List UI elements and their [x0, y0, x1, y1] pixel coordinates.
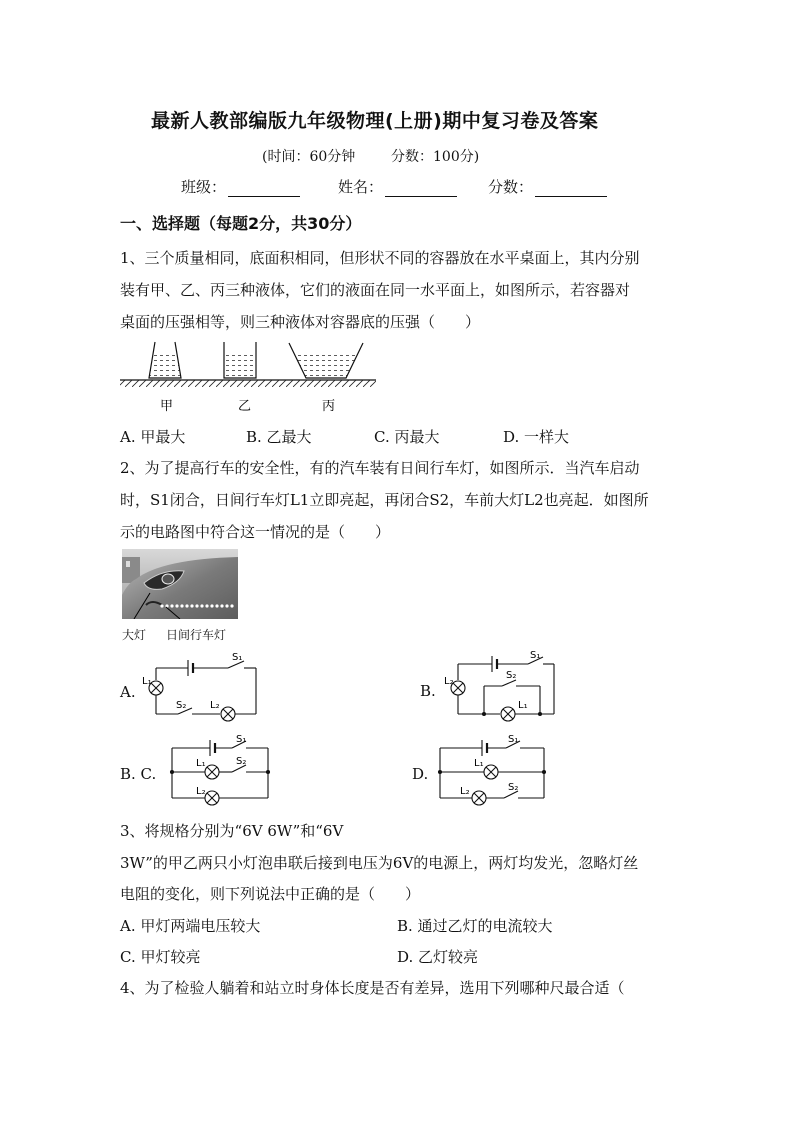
q2-line-3: 示的电路图中符合这一情况的是（ ）	[120, 523, 391, 541]
q1-option-a[interactable]: A. 甲最大	[120, 428, 186, 446]
circuit-d-l2: L₂	[460, 786, 470, 797]
circuit-a-s1: S₁	[232, 652, 243, 663]
q3-option-a[interactable]: A. 甲灯两端电压较大	[120, 917, 261, 935]
photo-label-daytime-light: 日间行车灯	[166, 628, 227, 642]
q1-line-2: 装有甲、乙、丙三种液体，它们的液面在同一水平面上，如图所示，若容器对	[120, 281, 631, 299]
name-blank[interactable]	[385, 182, 457, 197]
circuit-b-l1: L₁	[518, 700, 528, 711]
circuit-c-l1: L₁	[196, 758, 206, 769]
circuit-c-s1: S₁	[236, 734, 247, 745]
circuit-c-s2: S₂	[236, 756, 247, 767]
circuit-a-s2: S₂	[176, 700, 187, 711]
q2-option-c-label[interactable]: B. C.	[120, 765, 157, 783]
q1-line-3: 桌面的压强相等，则三种液体对容器底的压强（ ）	[120, 313, 481, 331]
figure-label-yi: 乙	[238, 399, 252, 414]
q3-line-2: 3W”的甲乙两只小灯泡串联后接到电压为6V的电源上，两灯均发光，忽略灯丝	[120, 854, 639, 872]
q2-option-a-label[interactable]: A.	[120, 683, 136, 701]
q2-line-1: 2、为了提高行车的安全性，有的汽车装有日间行车灯，如图所示．当汽车启动	[120, 459, 640, 477]
class-blank[interactable]	[228, 182, 300, 197]
q1-line-1: 1、三个质量相同，底面积相同，但形状不同的容器放在水平桌面上，其内分别	[120, 249, 640, 267]
circuit-b[interactable]	[440, 650, 560, 725]
q4-line-1: 4、为了检验人躺着和站立时身体长度是否有差异，选用下列哪种尺最合适（	[120, 979, 625, 997]
circuit-a[interactable]	[140, 650, 265, 725]
q2-option-b-label[interactable]: B.	[420, 682, 436, 700]
q3-option-b[interactable]: B. 通过乙灯的电流较大	[397, 917, 553, 935]
circuit-a-l1: L₁	[142, 676, 152, 687]
q3-option-d[interactable]: D. 乙灯较亮	[397, 948, 479, 966]
table-hatch	[120, 380, 376, 387]
circuit-d-s2: S₂	[508, 782, 519, 793]
name-field	[338, 176, 457, 197]
q3-line-1: 3、将规格分别为“6V 6W”和“6V	[120, 822, 344, 840]
circuit-b-s1: S₁	[530, 650, 541, 661]
container-bing-liquid	[293, 352, 359, 378]
name-label: 姓名：	[338, 178, 384, 196]
page-title: 最新人教部编版九年级物理(上册)期中复习卷及答案	[151, 110, 599, 132]
circuit-b-s2: S₂	[506, 670, 517, 681]
circuit-c-l2: L₂	[196, 786, 206, 797]
figure-label-bing: 丙	[322, 399, 336, 414]
score-field	[488, 176, 607, 197]
score-blank[interactable]	[535, 182, 607, 197]
q3-option-c[interactable]: C. 甲灯较亮	[120, 948, 201, 966]
car-headlight-photo	[122, 549, 238, 625]
exam-score: 分数：100分)	[391, 149, 480, 165]
section-heading: 一、选择题（每题2分，共30分）	[120, 214, 362, 233]
circuit-d[interactable]	[432, 734, 552, 806]
circuit-a-l2: L₂	[210, 700, 220, 711]
q1-option-b[interactable]: B. 乙最大	[246, 428, 312, 446]
q3-line-3: 电阻的变化，则下列说法中正确的是（ ）	[120, 885, 421, 903]
figure-label-jia: 甲	[160, 399, 174, 414]
score-label: 分数：	[488, 178, 534, 196]
q1-option-c[interactable]: C. 丙最大	[374, 428, 440, 446]
exam-time: (时间：60分钟	[262, 149, 356, 165]
q1-option-d[interactable]: D. 一样大	[503, 428, 570, 446]
q2-line-2: 时，S1闭合，日间行车灯L1立即亮起，再闭合S2，车前大灯L2也亮起．如图所	[120, 491, 649, 509]
class-label: 班级：	[181, 178, 227, 196]
photo-label-headlight: 大灯	[122, 628, 147, 642]
container-jia-liquid	[149, 352, 181, 378]
class-field	[181, 176, 300, 197]
circuit-d-s1: S₁	[508, 734, 519, 745]
circuit-c[interactable]	[160, 734, 275, 806]
circuit-d-l1: L₁	[474, 758, 484, 769]
circuit-b-l2: L₂	[444, 676, 454, 687]
q1-container-figure	[118, 338, 378, 418]
q2-option-d-label[interactable]: D.	[412, 765, 429, 783]
container-yi-liquid	[224, 352, 256, 378]
